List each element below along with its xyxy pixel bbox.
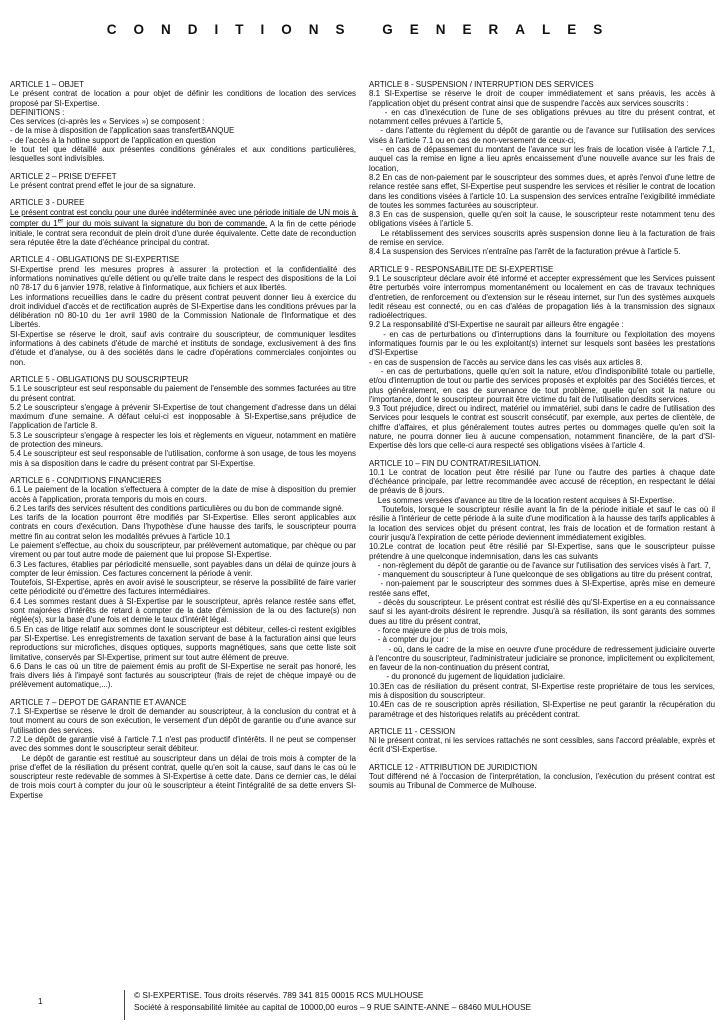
article-paragraph: Le dépôt de garantie est restitué au souscripteur dans un délai de trois mois à compter de la prise d'effet de la résiliation du présent contrat, quelle qu'en soit la cause, sauf dans le cas où le souscripteur reste redevable de sommes à SI-Expertise à cette date. Dans ce dernier cas, le délai de trois mois court à compter du jour où le souscripteur a éteint l'intégralité de sa dette envers SI-Expertise bbox=[10, 753, 359, 800]
footer-legal-text bbox=[134, 990, 531, 1013]
article-paragraph: - à compter du jour : bbox=[369, 635, 449, 645]
footer-company-info: Société à responsabilité limitée au capital de 10000,00 euros – 9 RUE SAINTE-ANNE – 68460 MULHOUSE bbox=[134, 1001, 532, 1012]
article-paragraph: Toutefois, SI-Expertise, après en avoir avisé le souscripteur, se réserve la possibilité de faire varier cette périodicité ou d'émettre des factures intermédiaires. bbox=[10, 578, 359, 597]
page-number: 1 bbox=[38, 997, 43, 1006]
article-paragraph: Le paiement s'effectue, au choix du souscripteur, par prélèvement automatique, par chèque ou par virement ou par tout autre mode de paiement que lui propose SI-Expertise. bbox=[10, 540, 359, 560]
article-paragraph: SI-Expertise prend les mesures propres à assurer la protection et la confidentialité des informations nominatives qu'elle détient ou qu'elle traite dans le respect des dispositions de la Loi n0 78-17 du 6 janvier 1978, relative à l'informatique, aux fichiers et aux libertés. bbox=[10, 264, 359, 293]
article-paragraph: - en cas de perturbations, quelle qu'en soit la nature, et/ou d'indisponibilité totale ou partielle, et/ou d'interruption de tout ou partie des services proposés et exploités par des Sociétés tierces, et plus généralement, en cas de survenance de tout problème, quelle qu'en soit la nature ou l'importance, dont le souscripteur pourrait être victime du fait de l'utilisation desdits services. bbox=[369, 366, 718, 404]
article-paragraph: 6.3 Les factures, établies par périodicité mensuelle, sont payables dans un délai de quinze jours à compter de leur émission. Ces factures concernent la période à venir. bbox=[10, 559, 359, 578]
article-paragraph: 6.2 Les tarifs des services résultent des conditions particulières ou du bon de commande signé. bbox=[10, 503, 344, 513]
article-paragraph: Ces services (ci-après les « Services ») se composent : bbox=[10, 117, 205, 127]
article-section bbox=[10, 475, 359, 690]
article-heading: ARTICLE 12 - ATTRIBUTION DE JURIDICTION bbox=[369, 762, 538, 772]
article-heading: ARTICLE 8 - SUSPENSION / INTERRUPTION DES SERVICES bbox=[369, 80, 594, 89]
article-paragraph: - de l'accès à la hotline support de l'application en question bbox=[10, 135, 216, 145]
article-paragraph: - non-paiement par le souscripteur des sommes dues à SI-Expertise, après mise en demeure restée sans effet, bbox=[369, 579, 718, 598]
footer-copyright: © SI-EXPERTISE. Tous droits réservés. 789 341 815 00015 RCS MULHOUSE bbox=[134, 990, 424, 1000]
article-paragraph: 6.1 Le paiement de la location s'effectuera à compter de la date de mise à disposition du premier accès à l'application, prorata temporis du mois en cours. bbox=[10, 485, 359, 504]
article-paragraph: 5.3 Le souscripteur s'engage à respecter les lois et règlements en vigueur, notamment en matière de protection des mineurs. bbox=[10, 430, 359, 450]
article-paragraph: Toutefois, lorsque le souscripteur résilie avant la fin de la période initiale et sauf le cas où il résilie à l'intérieur de cette période à la suite d'une modification à la hausse des tarifs applicables à la location des services objet du présent contrat, les frais de location et de formation restant à courir jusqu'à l'expiration de cette période deviennent immédiatement exigibles. bbox=[369, 505, 718, 542]
article-paragraph: - en cas de suspension de l'accès au service dans les cas visés aux articles 8. bbox=[369, 357, 643, 367]
article-paragraph: 7.2 Le dépôt de garantie visé à l'article 7.1 n'est pas productif d'intérêts. Il ne peut se compenser avec des sommes dont le souscripteur serait débiteur. bbox=[10, 734, 359, 754]
article-paragraph: Tout différend né à l'occasion de l'interprétation, la conclusion, l'exécution du présent contrat est soumis au Tribunal de Commerce de Mulhouse. bbox=[369, 772, 718, 791]
article-section bbox=[369, 264, 718, 451]
article-paragraph: 7.1 SI-Expertise se réserve le droit de demander au souscripteur, à la conclusion du contrat et à tout moment au cours de son exécution, le versement d'un dépôt de garantie ou d'une avance sur l'utilisation des services. bbox=[10, 707, 359, 735]
article-paragraph: 8.1 SI-Expertise se réserve le droit de couper immédiatement et sans préavis, les accès à l'application objet du présent contrat ainsi que de suspendre l'accès aux services souscrits : bbox=[369, 89, 718, 108]
article-heading: ARTICLE 2 – PRISE D'EFFET bbox=[10, 171, 117, 181]
article-paragraph: 8.3 En cas de suspension, quelle qu'en soit la cause, le souscripteur reste notamment tenu des obligations visées à l'article 5. bbox=[369, 210, 718, 229]
article-heading: ARTICLE 6 - CONDITIONS FINANCIERES bbox=[10, 475, 162, 485]
article-heading: ARTICLE 3 - DUREE bbox=[10, 198, 85, 208]
article-paragraph: - force majeure de plus de trois mois, bbox=[369, 625, 508, 635]
article-paragraph: 5.1 Le souscripteur est seul responsable du paiement de l'ensemble des sommes facturées au titre du présent contrat. bbox=[10, 384, 359, 403]
article-paragraph: 9.2 La responsabilité d'SI-Expertise ne saurait par ailleurs être engagée : bbox=[369, 320, 624, 330]
article-paragraph: - manquement du souscripteur à l'une quelconque de ses obligations au titre du présent contrat, bbox=[369, 570, 713, 580]
article-paragraph: DEFINITIONS : bbox=[10, 107, 65, 117]
article-paragraph: 10.4En cas de re souscription après résiliation, SI-Expertise ne peut garantir la récupération du paramétrage et des historiques relatifs au précédent contrat. bbox=[369, 700, 718, 719]
article-paragraph: 6.6 Dans le cas où un titre de paiement émis au profit de SI-Expertise ne serait pas honoré, les frais divers liés à l'impayé sont facturés au souscripteur (frais de rejet de chèque impayé ou de prélèvement automatique,...). bbox=[10, 661, 359, 690]
document-title: CONDITIONS GENERALES bbox=[106, 22, 620, 37]
article-paragraph: - en cas d'inexécution de l'une de ses obligations prévues au titre du présent contrat, et notamment celles prévues à l'article 5, bbox=[369, 107, 718, 127]
article-paragraph: Le présent contrat est conclu pour une durée indéterminée avec une période initiale de UN mois à compter du 1er jour du mois suivant la signature du bon de commande. A la fin de cette période initiale, le contrat sera reconduit de plein droit d'une durée équivalente. Cette date de reconduction sera réputée être la date d'échéance principal du contrat. bbox=[10, 207, 359, 248]
article-paragraph: - du prononcé du jugement de liquidation judiciaire. bbox=[369, 672, 566, 682]
article-heading: ARTICLE 9 - RESPONSABILITE DE SI-EXPERTISE bbox=[369, 264, 554, 274]
article-paragraph: Ni le présent contrat, ni les services rattachés ne sont cessibles, sans l'accord préalable, exprès et écrit d'SI-Expertise. bbox=[369, 736, 718, 755]
article-paragraph: Le présent contrat prend effet le jour de sa signature. bbox=[10, 180, 196, 190]
article-paragraph: 9.3 Tout préjudice, direct ou indirect, matériel ou immatériel, subi dans le cadre de l'utilisation des Services pour lesquels le contrat est souscrit consécutif, par exemple, aux pertes de clientèle, de chiffre d'affaires, et plus généralement toutes autres pertes ou dommages quelle qu'en soit la nature, ne pourra donner lieu à aucune compensation, notamment financière, de la part d'SI-Expertise dès lors que celle-ci aura respecté ses obligations visées à l'article 4. bbox=[369, 404, 718, 451]
article-paragraph: 9.1 Le souscripteur déclare avoir été informé et accepter expressément que les Services puissent être perturbés voire interrompus momentanément ou localement en cas de travaux techniques d'entretien, de renforcement ou d'extension sur le réseau internet, sur l'un des systèmes auxquels ledit réseau est connecté, ou en cas d'aléas de propagation liés à la transmission des signaux radioélectriques. bbox=[369, 273, 718, 321]
article-paragraph: SI-Expertise se réserve le droit, sauf avis contraire du souscripteur, de communiquer lesdites informations à des cabinets d'étude de marché et instituts de sondage, exclusivement à des fins d'étude et d'analyse, ou à des sociétés dans le cadre d'opérations commerciales conjointes ou non. bbox=[10, 329, 359, 367]
article-paragraph: 10.2Le contrat de location peut être résilié par SI-Expertise, sans que le souscripteur puisse prétendre à une quelconque indemnisation, dans les cas suivants bbox=[369, 542, 718, 561]
article-paragraph: - où, dans le cadre de la mise en oeuvre d'une procédure de redressement judiciaire ouverte à l'encontre du souscripteur, l'administrateur judiciaire se prononce, implicitement ou explicitement, en faveur de la non-continuation du présent contrat, bbox=[369, 644, 718, 673]
article-paragraph: - en cas de perturbations ou d'interruptions dans la fourniture ou l'exploitation des moyens informatiques fournis par le ou les exploitant(s) internet sur lesquels sont basées les prestations d'SI-Expertise bbox=[369, 329, 718, 358]
article-paragraph: Le rétablissement des services souscrits après suspension donne lieu à la facturation de frais de remise en service. bbox=[369, 228, 718, 248]
article-paragraph: Le présent contrat de location a pour objet de définir les conditions de location des services proposé par SI-Expertise. bbox=[10, 89, 359, 108]
article-section bbox=[369, 80, 718, 257]
footer-divider bbox=[124, 990, 125, 1020]
article-paragraph: 6.5 En cas de litige relatif aux sommes dont le souscripteur est débiteur, celles-ci restent exigibles par SI-Expertise. Les enregistrements de taxation servant de base à la facturation ainsi que leurs reproductions sur microfiches, disques optiques, supports magnétiques, sans que cette liste soit limitative, conservés par SI-Expertise, priment sur tout autre élément de preuve. bbox=[10, 624, 359, 662]
article-paragraph: 5.2 Le souscripteur s'engage à prévenir SI-Expertise de tout changement d'adresse dans un délai maximum d'une semaine. A défaut celui-ci est inopposable à SI-Expertise,sans préjudice de l'application de l'article 8. bbox=[10, 402, 359, 431]
article-paragraph: Les sommes versées d'avance au titre de la location restent acquises à SI-Expertise. bbox=[369, 495, 675, 505]
article-paragraph: 10.3En cas de résiliation du présent contrat, SI-Expertise reste propriétaire de tous les services, mis à disposition du souscripteur. bbox=[369, 681, 718, 700]
article-paragraph: 8.4 La suspension des Services n'entraîne pas l'arrêt de la facturation prévue à l'article 5. bbox=[369, 247, 681, 257]
article-section bbox=[369, 458, 718, 719]
article-paragraph: 6.4 Les sommes restant dues à SI-Expertise par le souscripteur, après relance restée sans effet, sont majorées d'intérêts de retard à compter de la date d'émission de la ou des facture(s) non réglée(s), sur la base d'une fois et demie le taux d'intérêt légal. bbox=[10, 596, 359, 625]
article-heading: ARTICLE 10 – FIN DU CONTRAT/RESILIATION. bbox=[369, 458, 541, 468]
article-section bbox=[369, 762, 718, 791]
left-column bbox=[10, 80, 359, 808]
article-section bbox=[369, 726, 718, 755]
article-heading: ARTICLE 1 – OBJET bbox=[10, 80, 84, 89]
article-section bbox=[10, 172, 356, 191]
article-paragraph: Les tarifs de la location pourront être modifiés par SI-Expertise. Elles seront applicables aux contrats en cours d'exécution. Dans l'hypothèse d'une hausse des tarifs, le souscripteur pourra mettre fin au contrat selon les modalités prévues à l'article 10.1 bbox=[10, 513, 359, 541]
article-heading: ARTICLE 11 - CESSION bbox=[369, 726, 456, 736]
article-paragraph: - décès du souscripteur. Le présent contrat est résilié dès qu'SI-Expertise en a eu connaissance sauf si les ayant-droits désirent le reprendre. Jusqu'à sa résiliation, ils sont garants des sommes dues au titre du présent contrat, bbox=[369, 598, 718, 626]
article-paragraph: Les informations recueillies dans le cadre du présent contrat peuvent donner lieu à exercice du droit individuel d'accès et de rectification auprès de SI-Expertise dans les conditions prévues par la délibération n0 80-10 du 1er avril 1980 de la Commission Nationale de l'Informatique et des Libertés. bbox=[10, 292, 359, 330]
right-column bbox=[369, 80, 718, 799]
article-paragraph: - dans l'attente du règlement du dépôt de garantie ou de l'avance sur l'utilisation des services visés à l'article 7.1 ou en cas de non-versement de ceux-ci, bbox=[369, 126, 718, 145]
article-heading: ARTICLE 4 - OBLIGATIONS DE SI-EXPERTISE bbox=[10, 255, 180, 265]
article-section bbox=[10, 255, 359, 367]
article-heading: ARTICLE 5 - OBLIGATIONS DU SOUSCRIPTEUR bbox=[10, 374, 189, 384]
article-paragraph: - non-règlement du dépôt de garantie ou de l'avance sur l'utilisation des services visés à l'art. 7, bbox=[369, 560, 711, 570]
article-paragraph: 10.1 Le contrat de location peut être résilié par l'une ou l'autre des parties à chaque date d'échéance principale, par lettre recommandée avec accusé de réception, en respectant le délai de préavis de 8 jours. bbox=[369, 467, 718, 496]
article-section bbox=[10, 697, 359, 800]
article-section bbox=[10, 80, 359, 164]
article-paragraph: 8.2 En cas de non-paiement par le souscripteur des sommes dues, et après l'envoi d'une lettre de relance restée sans effet, SI-Expertise peut suspendre les services et résilier le contrat de location dans les conditions visées à l'article 10. La suspension des services entraîne l'exigibilité immédiate de toutes les sommes facturées au souscripteur. bbox=[369, 172, 718, 210]
article-heading: ARTICLE 7 – DEPOT DE GARANTIE ET AVANCE bbox=[10, 697, 187, 707]
article-paragraph: - en cas de dépassement du montant de l'avance sur les frais de location visée à l'article 7.1, auquel cas la remise en ligne a lieu après encaissement d'une nouvelle avance sur les frais de location, bbox=[369, 145, 718, 173]
page-footer bbox=[0, 990, 726, 1024]
article-paragraph: 5.4 Le souscripteur est seul responsable de l'utilisation, conforme à son usage, de tous les moyens mis à sa disposition dans le cadre du présent contrat par SI-Expertise. bbox=[10, 449, 359, 468]
article-section bbox=[10, 374, 359, 468]
article-paragraph: le tout tel que détaillé aux présentes conditions générales et aux conditions particulières, lesquelles sont indivisibles. bbox=[10, 145, 359, 164]
article-paragraph: - de la mise à disposition de l'application saas transfertBANQUE bbox=[10, 126, 235, 136]
article-section bbox=[10, 198, 359, 248]
